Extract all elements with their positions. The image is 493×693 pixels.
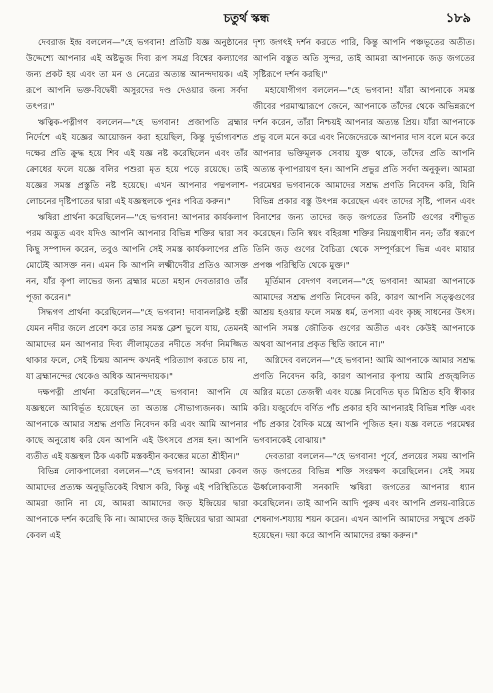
running-title: চতুর্থ স্কন্ধ <box>223 11 270 25</box>
paragraph-indra: দেবরাজ ইন্দ্র বললেন—"হে ভগবান! প্রতিটি যজ্ঞ অনুষ্ঠানের উদ্দেশ্যে আপনার এই অষ্টভুজ দিব্য রূপ সমগ্র বিশ্বের কল্যাণের জন্য প্রকট হয় এবং তা মন ও নেত্রের অত্যন্ত আনন্দদায়ক। এই রূপে আপনি ভক্ত-বিদ্বেষী অসুরদের দণ্ড দেওয়ার জন্য সর্বদা তৎপর।" <box>26 38 248 112</box>
paragraph-yogis: মহাযোগীগণ বললেন—"হে ভগবান! যাঁরা আপনাকে সমস্ত জীবের পরমাত্মারূপে জেনে, আপনাকে তাঁদের থেকে অভিন্নরূপে দর্শন করেন, তাঁরা নিশ্চয়ই আপনার অত্যন্ত প্রিয়। যাঁরা আপনাকে প্রভু বলে মনে করে এবং নিজেদেরকে আপনার দাস বলে মনে করে আপনার ভক্তিমূলক সেবায় যুক্ত থাকে, তাঁদের প্রতি আপনি অত্যন্ত কৃপাপরায়ণ হন। আপনি প্রভুর প্রতি সর্বদা অনুকূল। আমরা পরমেশ্বর ভগবানকে আমাদের সশ্রদ্ধ প্রণতি নিবেদন করি, যিনি বিভিন্ন প্রকার বস্তু উৎপন্ন করেছেন এবং তাদের সৃষ্টি, পালন এবং বিনাশের জন্য তাদের জড় জগতের তিনটি গুণের বশীভূত করেছেন। তিনি স্বয়ং বহিরঙ্গা শক্তির নিয়ন্ত্রণাধীন নন; তাঁর স্বরূপে তিনি জড় গুণের বৈচিত্র্য থেকে সম্পূর্ণরূপে ভিন্ন এবং মায়ার প্রপঞ্চ পরিস্থিতি থেকে মুক্ত।" <box>253 85 475 271</box>
paragraph-agni: অগ্নিদেব বললেন—"হে ভগবান! আমি আপনাকে আমার সশ্রদ্ধ প্রণতি নিবেদন করি, কারণ আপনার কৃপায় আমি প্রজ্জ্বলিত অগ্নির মতো তেজস্বী এবং যজ্ঞে নিবেদিত ঘৃত মিশ্রিত হবি স্বীকার করি। যজুর্বেদে বর্ণিত পাঁচ প্রকার হবি আপনারই বিভিন্ন শক্তি এবং পাঁচ প্রকার বৈদিক মন্ত্রে আপনি পূজিত হন। যজ্ঞ বলতে পরমেশ্বর ভগবানকেই বোঝায়।" <box>253 356 475 446</box>
paragraph-daksha-wife: দক্ষপত্নী প্রার্থনা করেছিলেন—"হে ভগবান! আপনি যে যজ্ঞস্থলে আবির্ভূত হয়েছেন তা অত্যন্ত সৌভাগ্যজনক। আমি আপনাকে আমার সশ্রদ্ধ প্রণতি নিবেদন করি এবং আমি আপনার কাছে অনুরোধ করি যেন আপনি এই উৎসবে প্রসন্ন হন। আপনি ব্যতীত এই যজ্ঞস্থল ঠিক একটি মস্তকহীন কবন্ধের মতো শ্রীহীন।" <box>26 387 248 462</box>
paragraph-sages: ঋষিরা প্রার্থনা করেছিলেন—"হে ভগবান! আপনার কার্যকলাপ পরম অদ্ভুত এবং যদিও আপনি আপনার বিভিন্ন শক্তির দ্বারা সব কিছু সম্পাদন করেন, তবুও আপনি সেই সমস্ত কার্যকলাপের প্রতি মোটেই আসক্ত নন। এমন কি আপনি লক্ষ্মীদেবীর প্রতিও আসক্ত নন, যাঁর কৃপা লাভের জন্য ব্রহ্মার মতো মহান দেবতারাও তাঁর পূজা করেন।" <box>26 212 248 303</box>
paragraph-lokapalas: বিভিন্ন লোকপালেরা বললেন—"হে ভগবান! আমরা কেবল আমাদের প্রত্যক্ষ অনুভূতিকেই বিশ্বাস করি, কিন্তু এই পরিস্থিতিতে আমরা জানি না যে, আমরা আমাদের জড় ইন্দ্রিয়ের দ্বারা আপনাকে দর্শন করেছি কি না। আমাদের জড় ইন্দ্রিয়ের দ্বারা আমরা কেবল এই <box>26 467 248 542</box>
page-header <box>0 0 493 34</box>
right-column <box>253 36 475 688</box>
paragraph-siddhas: সিদ্ধগণ প্রার্থনা করেছিলেন—"হে ভগবান! দাবানলক্লিষ্ট হস্তী যেমন নদীর জলে প্রবেশ করে তার সমস্ত ক্লেশ ভুলে যায়, তেমনই আমাদের মন আপনার দিব্য লীলামৃতের নদীতে সর্বদা নিমজ্জিত থাকার ফলে, সেই চিন্ময় আনন্দ কখনই পরিত্যাগ করতে চায় না, যা ব্রহ্মানন্দের থেকেও অধিক আনন্দদায়ক।" <box>26 308 248 383</box>
page-number: ১৮৯ <box>445 11 471 26</box>
paragraph-vedas: মূর্তিমান বেদগণ বললেন—"হে ভগবান! আমরা আপনাকে আমাদের সশ্রদ্ধ প্রণতি নিবেদন করি, কারণ আপনি সত্ত্বগুণের আশ্রয় হওয়ার ফলে সমস্ত ধর্ম, তপস্যা এবং কৃচ্ছ সাধনের উৎস। আপনি সমস্ত জৌতিক গুণের অতীত এবং কেউই আপনাকে অথবা আপনার প্রকৃত স্থিতি জানে না।" <box>253 276 475 351</box>
paragraph-priests-wives: ঋত্বিক-পত্নীগণ বললেন—"হে ভগবান! প্রজাপতি ব্রহ্মার নির্দেশে এই যজ্ঞের আয়োজন করা হয়েছিল, কিন্তু দুর্ভাগ্যবশত দক্ষের প্রতি ক্রুদ্ধ হয়ে শিব এই যজ্ঞ নষ্ট করেছিলেন এবং তাঁর ক্রোধের ফলে যজ্ঞে বলির পশুরা মৃত হয়ে পড়ে রয়েছে। তাই যজ্ঞের সমস্ত প্রস্তুতি নষ্ট হয়েছে। এখন আপনার পদ্মপলাশ-লোচনের দৃষ্টিপাতের দ্বারা এই যজ্ঞস্থলকে পুনঃ পবিত্র করুন।" <box>26 117 248 208</box>
paragraph-lokapalas-cont: দৃশ্য জগৎই দর্শন করতে পারি, কিন্তু আপনি পঞ্চভূতের অতীত। আপনি বস্তুত অতি সুন্দর, তাই আমরা আপনাকে জড় জগতের সৃষ্টিরূপে দর্শন করছি।" <box>253 38 475 80</box>
left-column <box>26 36 248 688</box>
paragraph-demigods: দেবতারা বললেন—"হে ভগবান! পূর্বে, প্রলয়ের সময় আপনি জড় জগতের বিভিন্ন শক্তি সংরক্ষণ করেছিলেন। সেই সময় ঊর্ধ্বলোকবাসী সনকাদি ঋষিরা জগতের আপনার ধ্যান করেছিলেন। তাই আপনি আদি পুরুষ এবং আপনি প্রলয়-বারিতে শেষনাগ-শয্যায় শয়ন করেন। এখন আপনি আমাদের সম্মুখে প্রকট হয়েছেন। দয়া করে আপনি আমাদের রক্ষা করুন।" <box>253 451 475 542</box>
